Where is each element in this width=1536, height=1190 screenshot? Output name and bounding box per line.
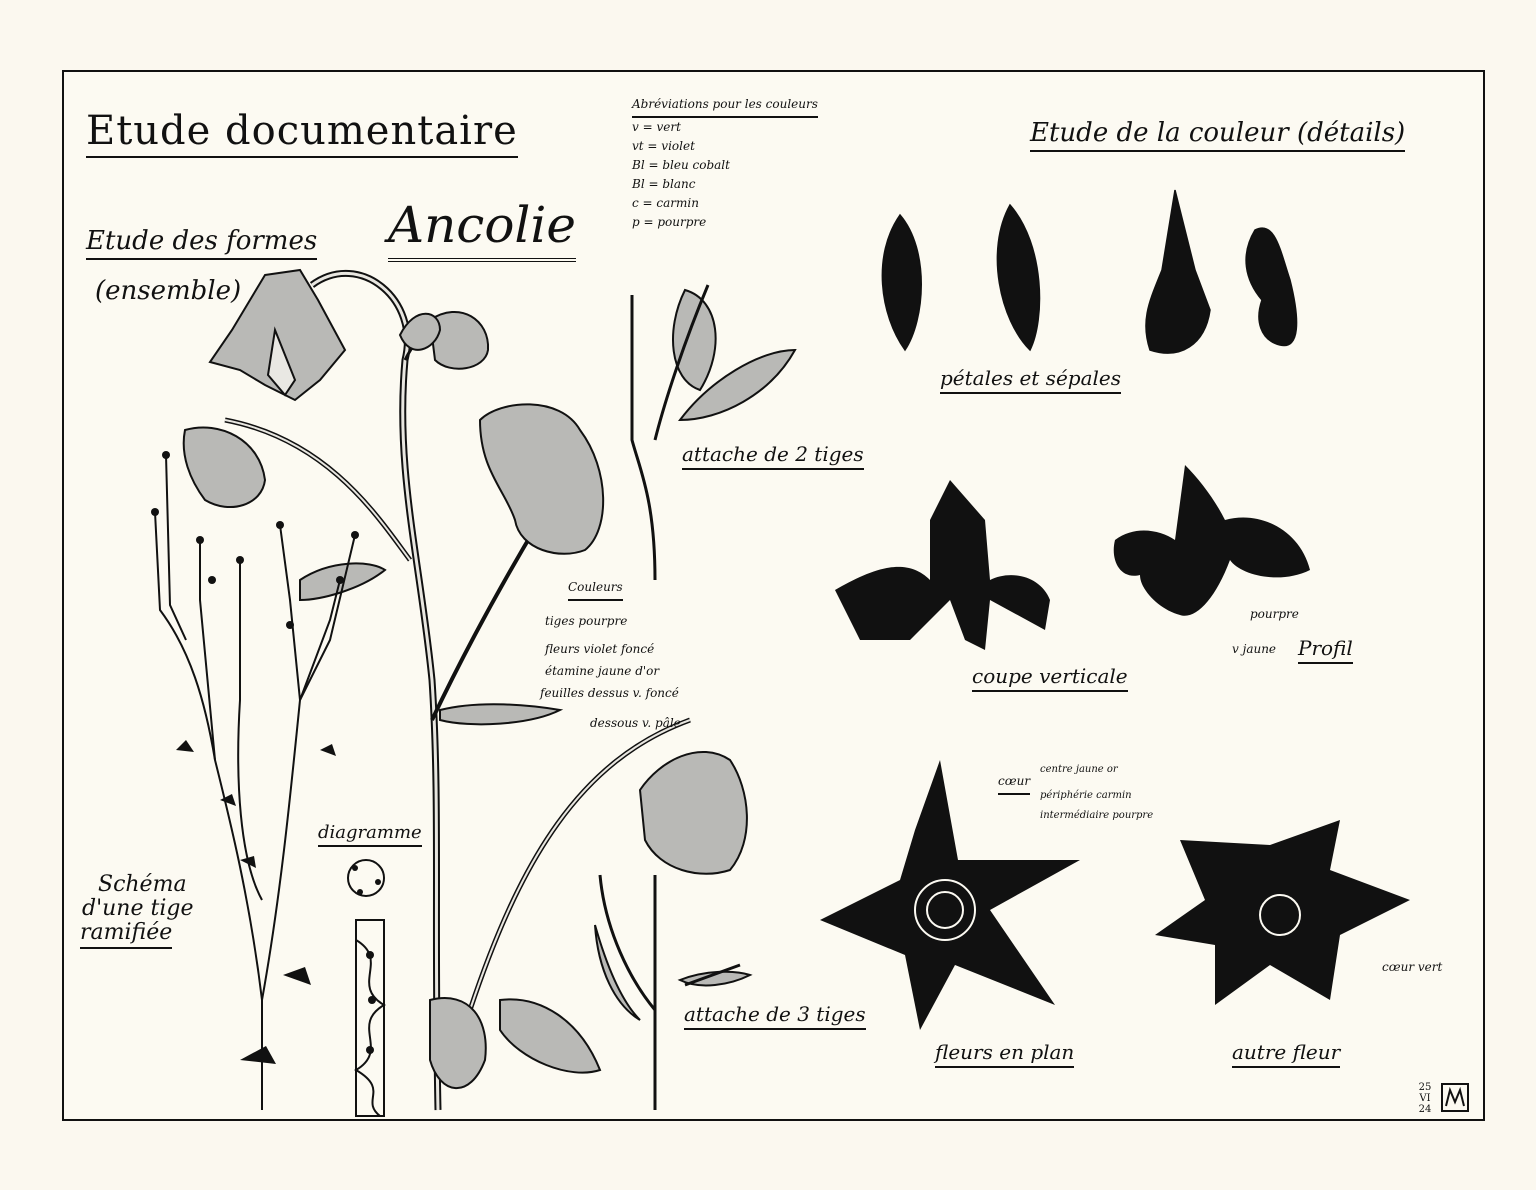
attach-three-label: attache de 3 tiges: [684, 1002, 866, 1030]
subject-title: Ancolie: [388, 196, 576, 262]
purple-tag: pourpre: [1250, 607, 1299, 621]
colours-note-heading: Couleurs: [568, 578, 623, 601]
abbreviation-item: v = vert: [632, 120, 681, 134]
scheme-label-1: Schéma: [98, 872, 187, 897]
abbreviation-item: c = carmin: [632, 196, 699, 210]
yellow-tag: v jaune: [1232, 642, 1277, 656]
section-label: coupe verticale: [972, 664, 1128, 692]
heart-line: intermédiaire pourpre: [1040, 810, 1154, 821]
petals-label: pétales et sépales: [940, 366, 1121, 394]
profile-label: Profil: [1298, 636, 1353, 664]
forms-subheading: (ensemble): [95, 276, 242, 306]
date-month: VI: [1419, 1093, 1431, 1104]
colours-note-line: feuilles dessus v. foncé: [540, 686, 679, 700]
abbreviation-item: p = pourpre: [632, 215, 707, 229]
colours-note-line: tiges pourpre: [545, 614, 628, 628]
diagram-label: diagramme: [318, 822, 422, 847]
date-year: 24: [1418, 1104, 1432, 1115]
heart-key: cœur: [998, 772, 1030, 795]
heart-line: périphérie carmin: [1040, 790, 1132, 801]
colours-note-line: étamine jaune d'or: [545, 664, 660, 678]
heart-line: centre jaune or: [1040, 764, 1118, 775]
abbreviation-item: vt = violet: [632, 139, 695, 153]
attach-two-label: attache de 2 tiges: [682, 442, 864, 470]
forms-heading: Etude des formes: [86, 226, 317, 260]
scheme-label-3: ramifiée: [80, 920, 172, 949]
flowers-plan-label: fleurs en plan: [935, 1040, 1074, 1068]
abbreviation-item: Bl = blanc: [632, 177, 696, 191]
other-flower-label: autre fleur: [1232, 1040, 1340, 1068]
colours-note-line: dessous v. pâle: [590, 716, 681, 730]
date-day: 25: [1418, 1082, 1432, 1093]
colour-study-heading: Etude de la couleur (détails): [1030, 118, 1405, 152]
colours-note-line: fleurs violet foncé: [545, 642, 655, 656]
abbreviations-heading: Abréviations pour les couleurs: [632, 95, 818, 118]
abbreviation-item: Bl = bleu cobalt: [632, 158, 730, 172]
scheme-label-2: d'une tige: [82, 896, 194, 921]
main-title: Etude documentaire: [86, 108, 518, 158]
green-heart-label: cœur vert: [1382, 960, 1443, 974]
